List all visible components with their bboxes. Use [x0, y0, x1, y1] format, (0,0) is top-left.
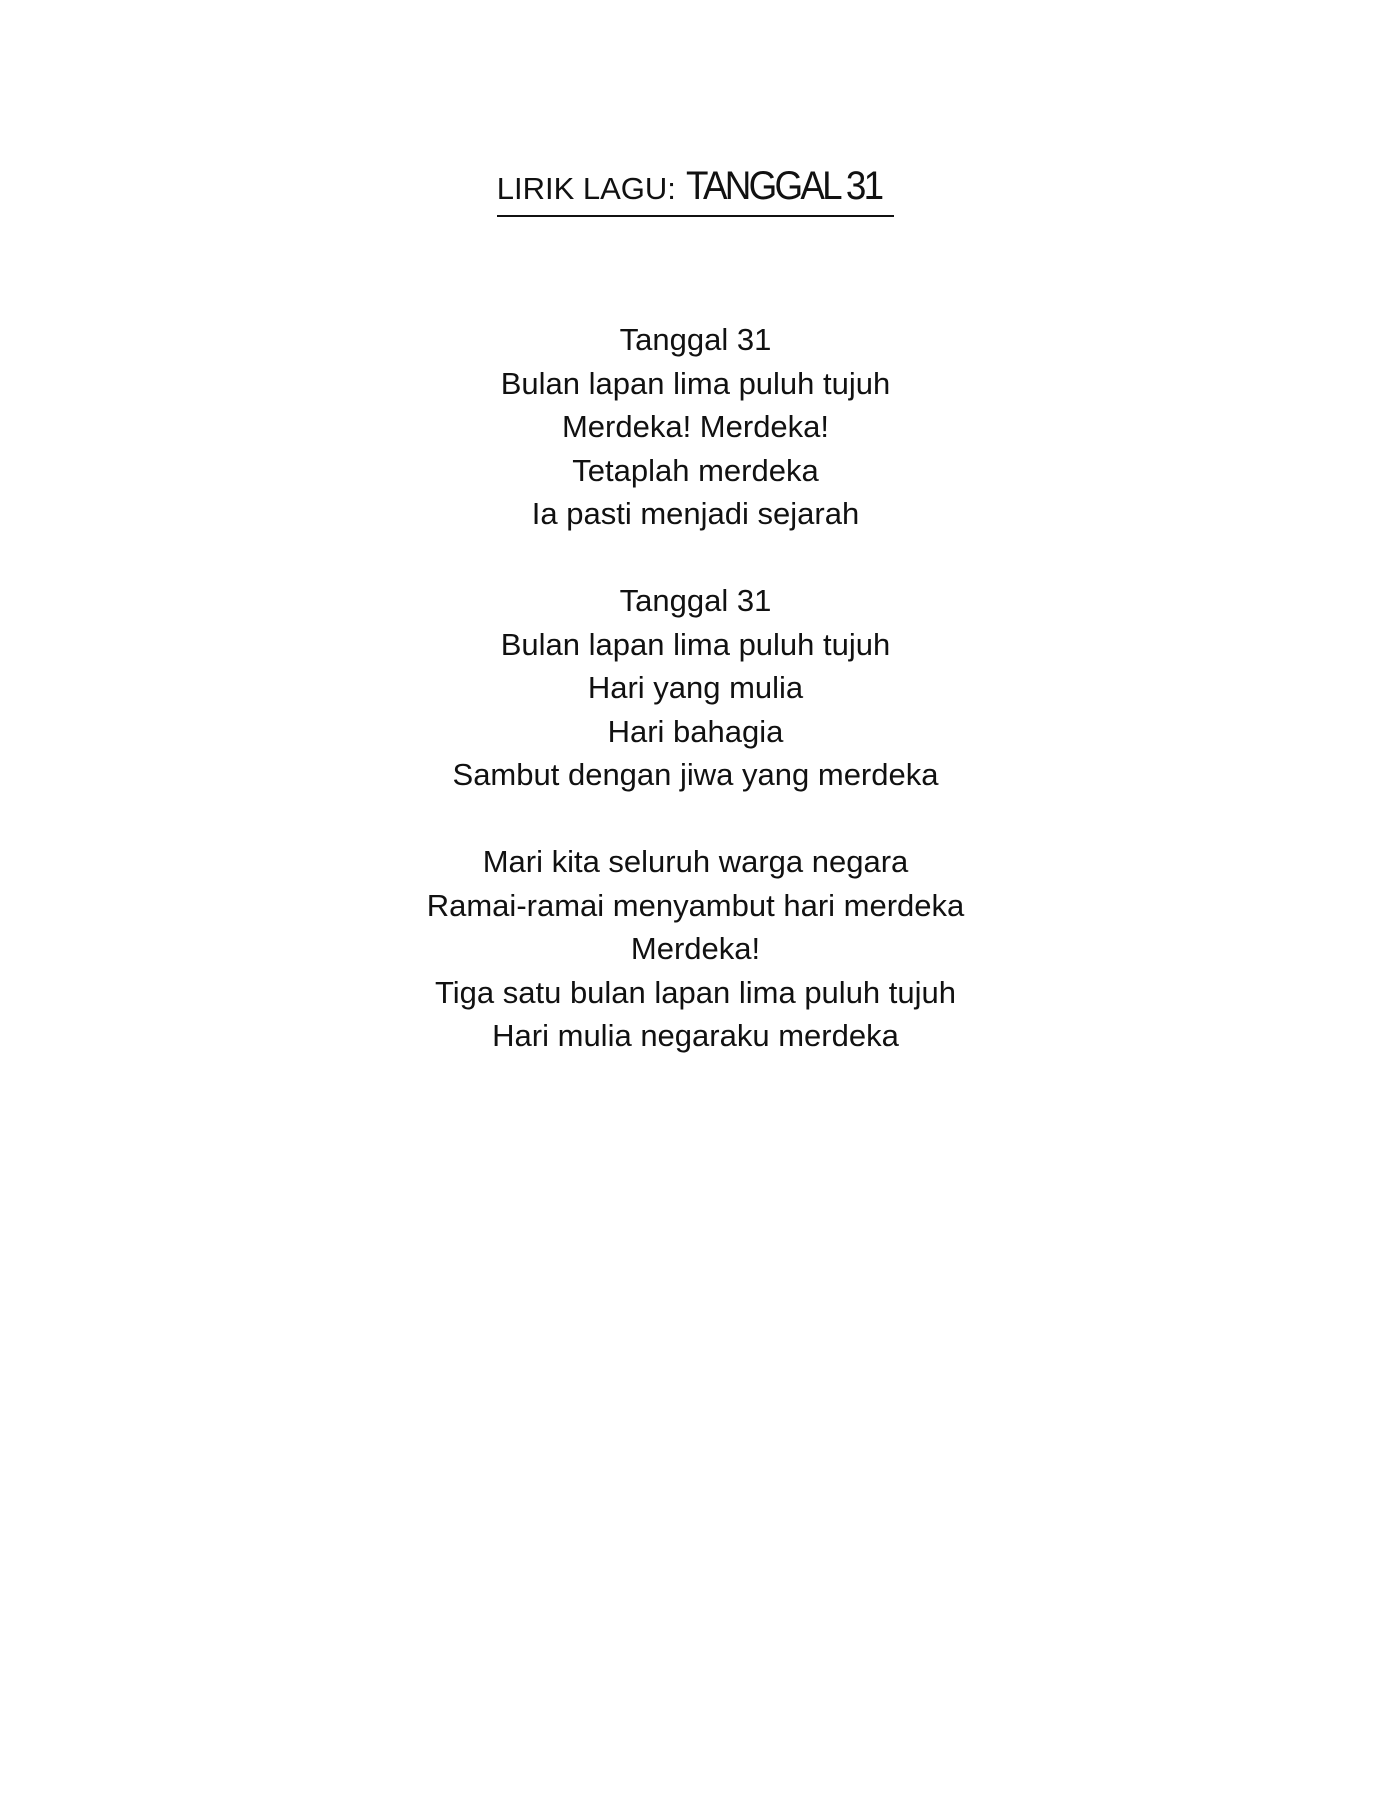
verse-1 — [0, 318, 1391, 536]
lyric-line: Ia pasti menjadi sejarah — [531, 496, 860, 531]
verse-2 — [0, 579, 1391, 797]
lyrics-body — [0, 318, 1391, 1058]
lyric-line: Ramai-ramai menyambut hari merdeka — [426, 887, 965, 923]
lyric-line: Hari yang mulia — [587, 670, 804, 705]
lyric-line: Bulan lapan lima puluh tujuh — [500, 626, 891, 662]
lyric-line: Bulan lapan lima puluh tujuh — [500, 365, 891, 401]
lyric-line: Sambut dengan jiwa yang merdeka — [452, 757, 939, 792]
lyric-line: Hari bahagia — [607, 713, 784, 749]
lyric-line: Tetaplah merdeka — [572, 452, 819, 488]
lyric-line: Hari mulia negaraku merdeka — [492, 1018, 899, 1053]
song-title: TANGGAL 31 — [685, 164, 882, 208]
lyric-line: Tanggal 31 — [619, 322, 772, 357]
verse-3 — [0, 840, 1391, 1058]
page-title — [0, 166, 1391, 217]
lyric-line: Tanggal 31 — [619, 583, 772, 618]
lyric-line: Mari kita seluruh warga negara — [482, 844, 909, 879]
title-prefix: LIRIK LAGU: — [496, 171, 676, 206]
lyric-line: Tiga satu bulan lapan lima puluh tujuh — [434, 974, 957, 1010]
lyric-line: Merdeka! — [630, 931, 761, 966]
lyric-line: Merdeka! Merdeka! — [561, 409, 830, 444]
title-underline — [497, 166, 895, 217]
